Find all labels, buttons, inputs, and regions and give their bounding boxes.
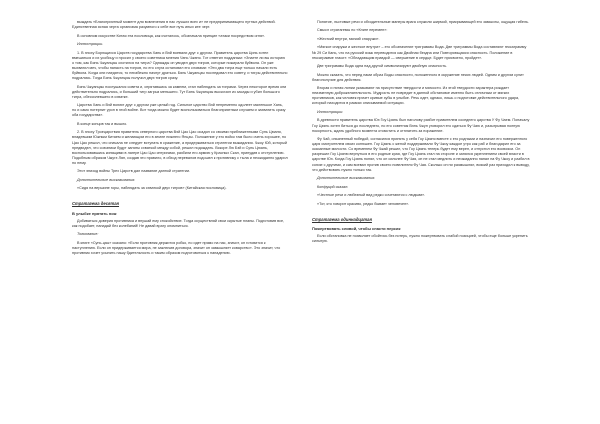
right-paragraph: «Тот, кто говорит красиво, редко бывает человечен». xyxy=(317,201,410,206)
left-paragraph: Добиваться доверия противника и внушай ему спокойствие. Тогда осуществляй свои скрытые планы. Подготовив все, как подобает, нападай без колебаний! Не давай врагу опомниться. xyxy=(72,218,285,228)
right-paragraph: Иллюстрации: xyxy=(317,109,344,114)
right-paragraph: Смысл стратагемы по «Книге перемен»: xyxy=(317,28,388,33)
right-paragraph: В древности правитель царства Юэ Гоу Цзянь был наголову разбит правителем соседнего царства У Фу Чаем. Поначалу Гоу Цзянь хотел биться до последнего, но его советник Вэнь Чжун уговорил его сдаться Фу Чаю и, разыгрывая полную покорность, ждать удобного момента отомстить и отплатить за поражение. xyxy=(312,118,530,133)
right-paragraph: Дополнительные высказывания: xyxy=(317,176,376,181)
left-text-column xyxy=(72,20,288,259)
right-paragraph: «Жесткий внутри, мягкий снаружи». xyxy=(317,36,380,41)
left-paragraph: В конце концов так и вышло. xyxy=(77,121,128,126)
left-paragraph: Толкование: xyxy=(77,232,99,237)
right-paragraph: Вторая и пятая линии указывают на присутствие твердости и мягкости. Из этой твердости характера рождает неизменную доброжелательность. Мудрость не повредит в данной обстановке именно быть отличным от мягких противников, как человек прячет кривые зубы в улыбке. Речь идет, однако, лишь о подготовке действительного удара, который находится в рамках описываемой ситуации. xyxy=(312,86,520,106)
right-subheading: Пожертвовать сливой, чтобы спасти персик xyxy=(312,225,401,231)
left-paragraph: В книге «Сунь-цзы» сказано: «Если противник держится робко, но идет прямо на нас, значит, он готовится к наступлению. Если он придерживается мира, не заключив договора, значит он замышляет коварство». Это значит, что противник хочет усыпить нашу бдительность и таким образом подготовиться к нападению. xyxy=(72,240,281,255)
left-paragraph: Дополнительные высказывания: xyxy=(77,177,136,182)
right-paragraph: Если обстановка не позволяет обойтись без потерь, нужно пожертвовать слабой позицией, чтобы еще больше укрепить сильную. xyxy=(312,233,528,243)
right-paragraph: «Честные речи и любезный вид редко сочетаются с людьми». xyxy=(317,193,426,198)
right-section-heading: Стратагема одиннадцатая xyxy=(312,216,372,222)
left-subheading: В улыбке прятать нож xyxy=(72,210,117,216)
right-paragraph: Две триграммы Вода одна над другой символизируют двойную опасность. xyxy=(317,64,448,69)
left-paragraph: Этот эпизод войны Трех Царств дал название данной стратегии. xyxy=(77,169,191,174)
right-paragraph: Понятие, льстивые речи и обходительные манеры врага служили ширмой, прикрывающей его замыслы, ощущая гибель. xyxy=(317,20,530,24)
right-paragraph: Конфуций сказал: xyxy=(317,184,349,189)
left-paragraph: В основном искусстве Китая эта пословица, как считалось, обозначала принцип «атаки посредством огня». xyxy=(77,33,266,38)
left-section-heading: Стратагема десятая xyxy=(72,201,120,207)
right-paragraph: Фу Чай, опьяненный победой, согласился принять у себя Гоу Цзяня вместе с его родными и назначил его поверженного царя смотрителем своих конюшен. Гоу Цзянь с женой поддерживали Фу Чжоу каждое утро как раб и благодарил его за оказанные милости. Со временем Фу Чжай решил, что Гоу Цзянь теперь будет ему верен, и отпустил его восвояси. Он разрешил Гоу Цзяню вернуться в его родные края, где Гоу Цзянь стал на стороне и занялся укреплением своей власти в царстве Юэ. Когда Гоу Цзянь понял, что он сильнее Фу Чая, он не стал медлить и неожиданно напал на Фу Чжоу и разбил в союзе с другими, и сам воевал против своего повелителя Фу Чая. Сколько он ни размышлял, всякий раз приходил к выводу, что действовать нужно только так. xyxy=(312,137,530,172)
left-paragraph: «Сидя на вершине горы, наблюдать за схваткой двух тигров» (Китайская пословица). xyxy=(77,186,227,191)
right-text-column xyxy=(312,20,530,247)
left-paragraph: Царства Хань и Вэй воюют друг с другом уже целый год. Сильное царство Вэй непременно одолеет маленькое Хань, но и само потерпит урон в этой войне. Вот тогда можно будет воспользоваться благоприятным случаем и захватить сразу оба государства». xyxy=(72,103,286,118)
right-paragraph: Можно сказать, что перед нами образ Воды опасности, положенного в окружение неких людей. Одним и другим сулит благополучие для действия. xyxy=(312,72,524,82)
left-paragraph: Иллюстрации. xyxy=(77,42,104,47)
right-paragraph: «Мягкое снаружи и жесткое внутри» – это обозначение триграммы Вода. Две триграммы Вода составляют гексаграмму № 29 Си Кань, что на русский язык переводится как Двойная бездна или Повторяющаяся опасность. Положение в гексаграмме гласит: «Обладающим правдой — свершение в сердце. Будет присвоено, пройдет». xyxy=(312,45,527,60)
left-paragraph: 1. В эпоху Борющихся Царств государства Хань и Вэй воевали друг с другом. Правитель царства Цинь хотел вмешаться и их усобицу и просил у своего советника мнения Чэнь Чжэня. Тот ответил подданым: «Знаете ли вы историю о том, как Бянь Чжуанцзы охотился на тигра? Однажды он увидел двух тигров, которые пожирали буйвола. Он уже выхватил меч, чтобы напасть на тигров, но его слуга остановил его словами: «Эти два тигра еще только начали есть буйвола. Когда они наедятся, то неизбежно начнут драться. Бянь Чжуанцзы последовал его совету, и тигры действительно подрались. Тогда Бянь Чжуанцзы получил двух тигров сразу. xyxy=(72,50,288,81)
left-paragraph: выждать «Благоприятный момент для вовлечения в нас лучших всех и» не предпринимающего путных действий. Единственная ясная черта организма разумного к себе все путь иных кее черт. xyxy=(72,20,276,30)
left-paragraph: 2. В эпоху Троецарствия правитель северного царства Вэй Цао Цао осадил со своими приближенными Сунь Цюаня, владевшим Южным Китаем и желающим его в земле нижнего Янцзы. Положение у его войск там было очень хорошее, но Цао Цао решил, что сначала не следует вступать в сражение, а придерживаться стратегии выжидания. Чжоу Юй, который предвидел, что союзники будут заняты схваткой между собой, решил подождать. Вскоре Лю Бэй и Сунь Цюань, воспользовавшись кипящими в лагере Цао Цао интригами, разбили его армию у Красных Скал, принудив к отступлению. Подобным образом Чжугэ Лян, создав это правило, в обход перевалов подошел к противнику с тыла и неожиданно ударил по нему. xyxy=(72,130,288,165)
left-paragraph: Бянь Чжуанцзы послушался совета и, спрятавшись за камнем, стал наблюдать за тиграми. Через некоторое время они действительно подрались, и больший тигр загрыз меньшего. Тут Бянь Чжуанцзы выскочил из засады и убил большого тигра, обессилевшего в схватке. xyxy=(72,84,287,99)
